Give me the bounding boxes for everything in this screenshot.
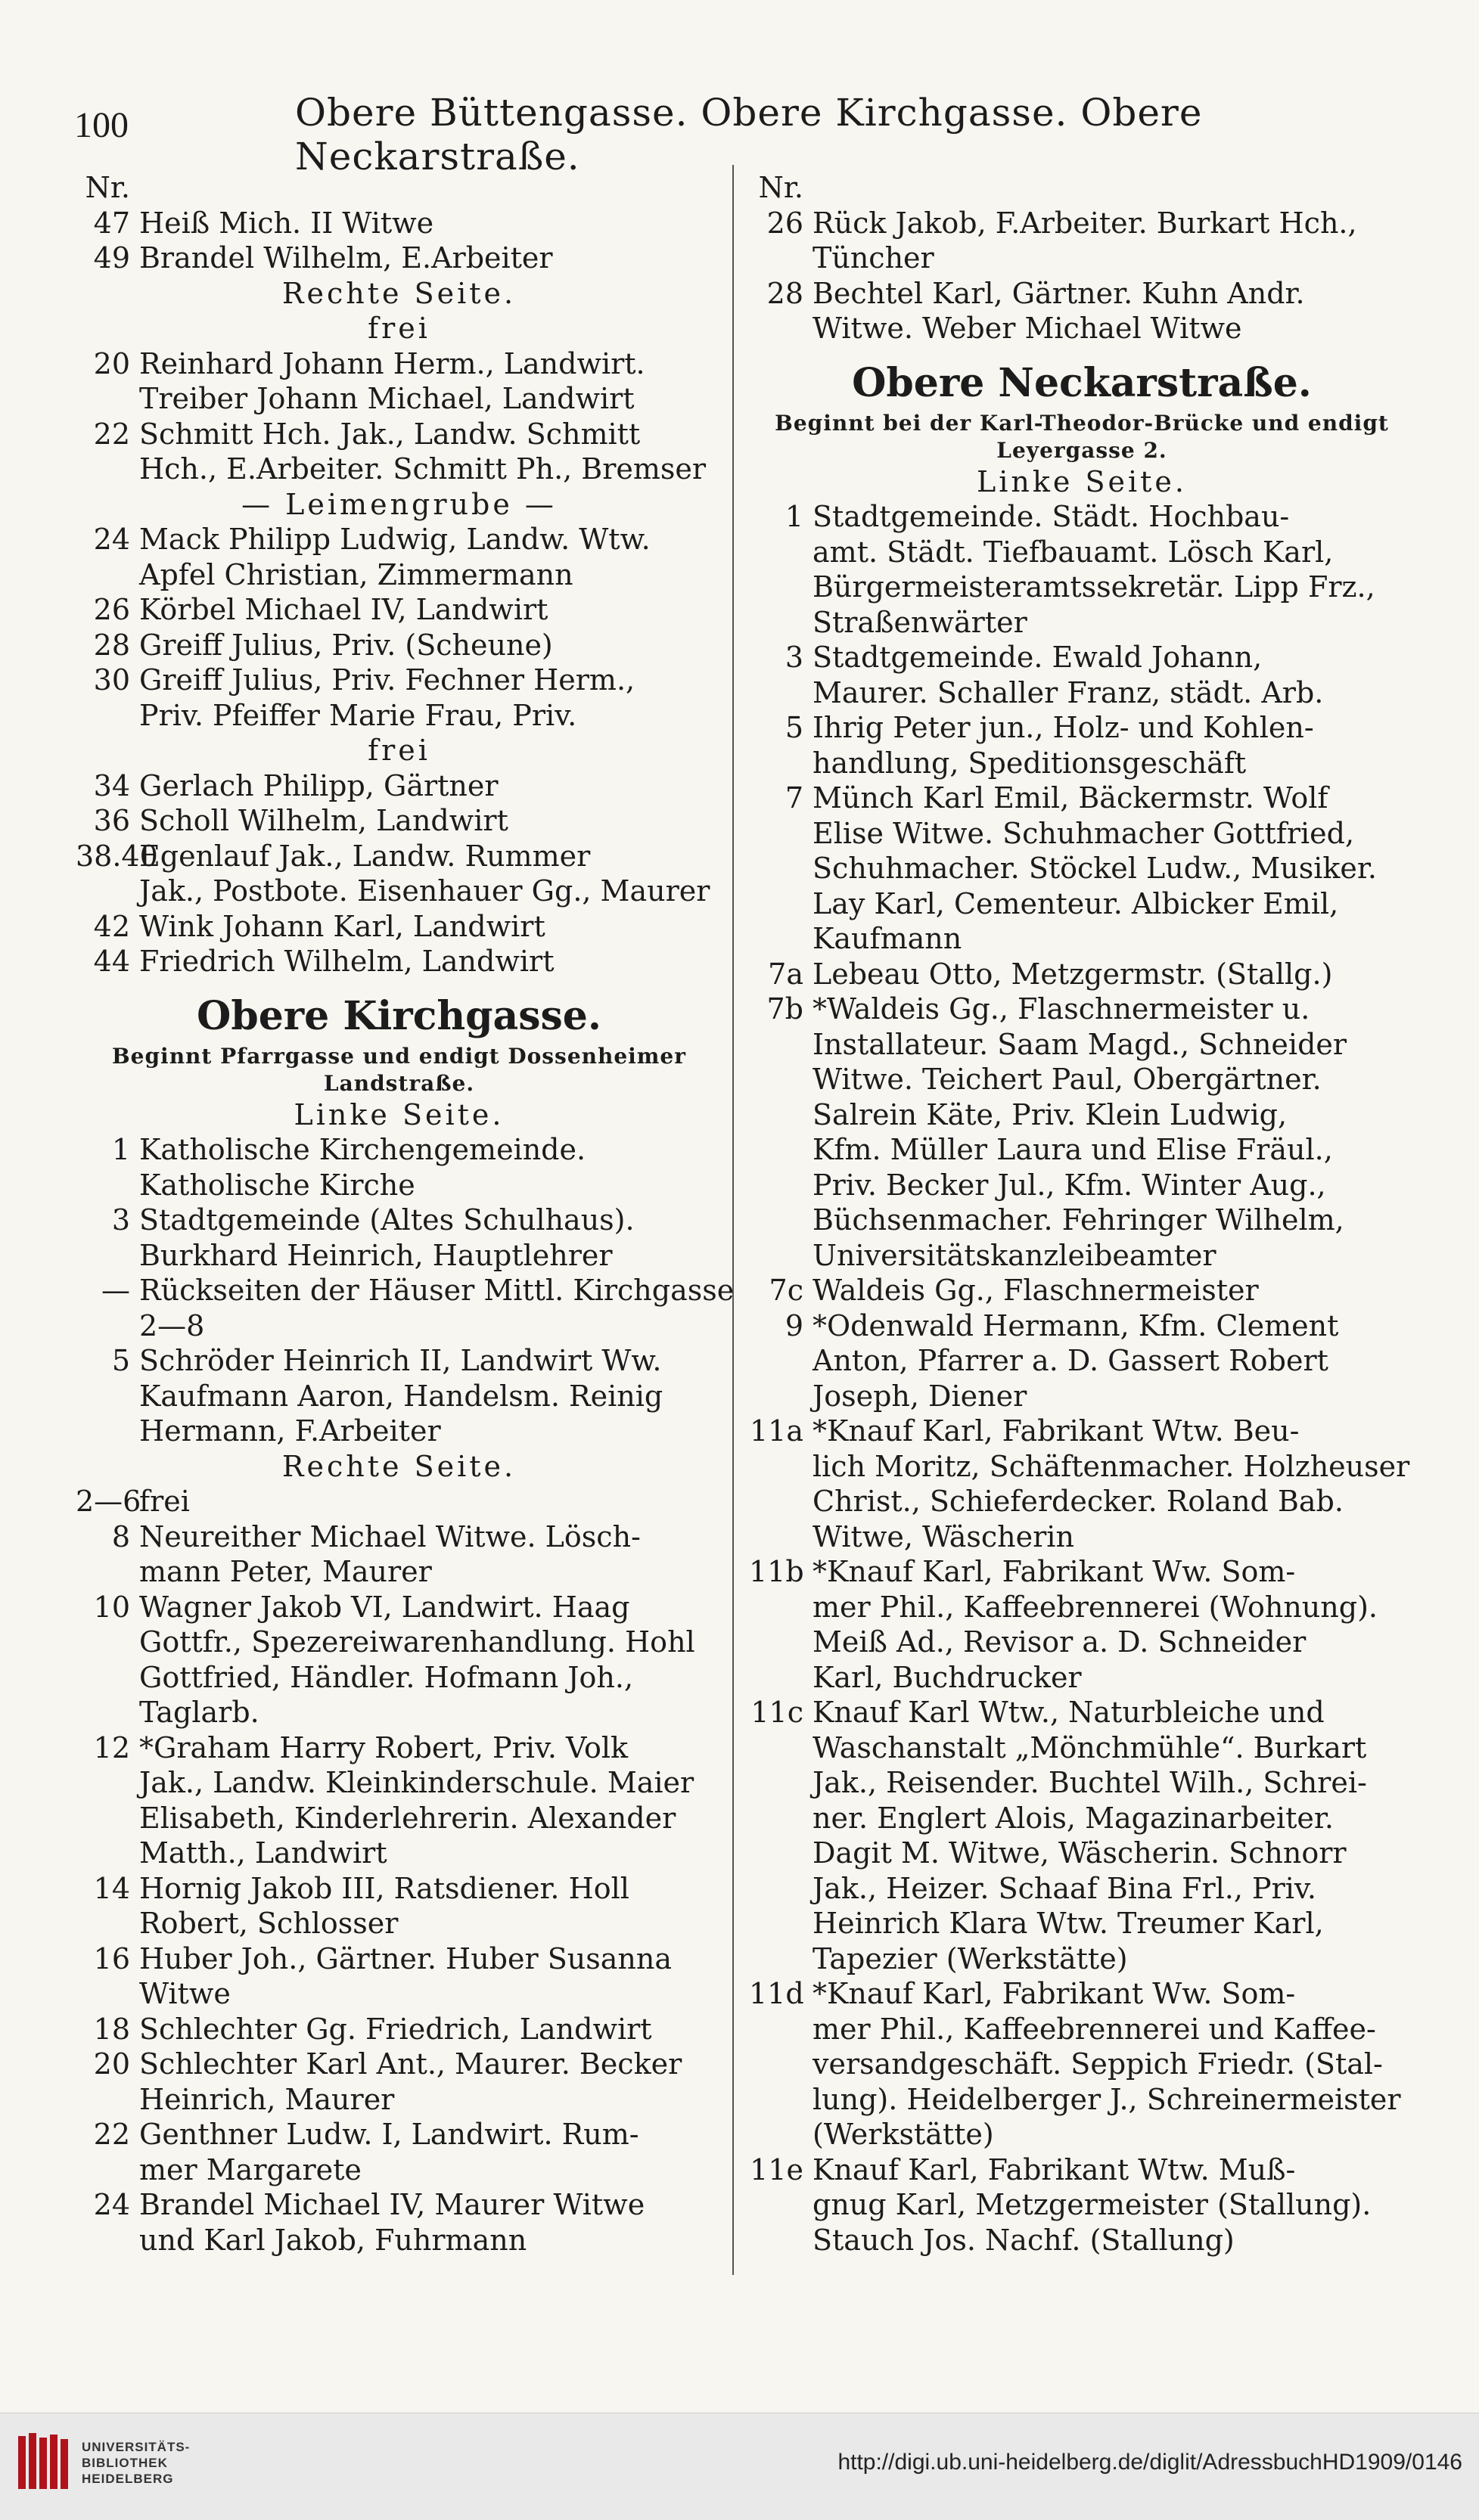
directory-entry: [749, 1871, 1415, 1907]
directory-entry: [76, 1871, 722, 1907]
directory-entry: [76, 346, 722, 382]
side-heading: Linke Seite.: [977, 464, 1187, 498]
directory-entry: [76, 1906, 722, 1941]
entry-text: gnug Karl, Metzgermeister (Stallung).: [813, 2188, 1372, 2221]
directory-entry: [749, 1414, 1415, 1449]
entry-text: lich Moritz, Schäftenmacher. Holzheuser: [813, 1449, 1410, 1483]
directory-entry: [749, 1554, 1415, 1590]
directory-entry: [76, 2152, 722, 2188]
directory-entry: [76, 1695, 722, 1730]
entry-text: Scholl Wilhelm, Landwirt: [139, 804, 508, 837]
right-column: [749, 170, 1415, 2258]
entry-text: Kaufmann Aaron, Handelsm. Reinig: [139, 1379, 663, 1413]
directory-entry: [749, 2117, 1415, 2152]
entry-text: Installateur. Saam Magd., Schneider: [813, 1027, 1347, 1061]
entry-text: Apfel Christian, Zimmermann: [139, 557, 573, 591]
entry-text: Jak., Postbote. Eisenhauer Gg., Maurer: [139, 874, 710, 908]
entry-text: *Waldeis Gg., Flaschnermeister u.: [813, 992, 1310, 1026]
entry-text: Elisabeth, Kinderlehrerin. Alexander: [139, 1801, 676, 1835]
column-divider: [732, 165, 734, 2275]
section-note: Landstraße.: [323, 1070, 475, 1096]
directory-entry: [76, 2223, 722, 2258]
entry-text: *Knauf Karl, Fabrikant Ww. Som-: [813, 1555, 1296, 1588]
section-note: Beginnt Pfarrgasse und endigt Dossenheimer: [112, 1043, 686, 1069]
directory-entry: [749, 535, 1415, 570]
directory-entry: [749, 851, 1415, 886]
entry-text: Greiff Julius, Priv. Fechner Herm.,: [139, 663, 635, 697]
house-number: 42: [93, 909, 130, 943]
directory-entry: [76, 1168, 722, 1203]
house-number: 44: [93, 945, 130, 978]
entry-text: Salrein Käte, Priv. Klein Ludwig,: [813, 1097, 1288, 1131]
directory-entry: [749, 1836, 1415, 1871]
directory-entry: [76, 803, 722, 839]
entry-text: Wagner Jakob VI, Landwirt. Haag: [139, 1590, 630, 1624]
directory-entry: [76, 206, 722, 241]
house-number: 26: [93, 593, 130, 626]
entry-text: Hch., E.Arbeiter. Schmitt Ph., Bremser: [139, 452, 707, 486]
side-heading: Rechte Seite.: [281, 276, 517, 310]
house-number: 3: [785, 641, 803, 674]
entry-text: mann Peter, Maurer: [139, 1555, 432, 1588]
house-number: 11b: [749, 1555, 804, 1588]
entry-text: Karl, Buchdrucker: [813, 1660, 1082, 1694]
entry-text: 2—8: [139, 1308, 205, 1342]
entry-text: Körbel Michael IV, Landwirt: [139, 593, 548, 626]
entry-text: Bürgermeisteramtssekretär. Lipp Frz.,: [813, 570, 1375, 604]
house-number: 1: [785, 500, 803, 533]
entry-text: Gottfried, Händler. Hofmann Joh.,: [139, 1660, 634, 1694]
directory-entry: [76, 1625, 722, 1660]
house-number: 3: [111, 1203, 130, 1237]
entry-text: Treiber Johann Michael, Landwirt: [139, 382, 635, 415]
entry-text: Waldeis Gg., Flaschnermeister: [813, 1274, 1259, 1307]
house-number: 28: [93, 628, 130, 662]
directory-entry: [76, 241, 722, 276]
entry-text: versandgeschäft. Seppich Friedr. (Stal-: [813, 2047, 1383, 2081]
directory-entry: [749, 1062, 1415, 1097]
directory-entry: [76, 839, 722, 874]
directory-entry: [76, 381, 722, 417]
directory-entry: [76, 2012, 722, 2047]
entry-text: Jak., Landw. Kleinkinderschule. Maier: [139, 1766, 694, 1799]
entry-text: Witwe. Weber Michael Witwe: [813, 312, 1242, 345]
entry-text: Tüncher: [813, 241, 934, 275]
directory-entry: [76, 663, 722, 698]
entry-text: mer Phil., Kaffeebrennerei (Wohnung).: [813, 1590, 1378, 1624]
directory-entry: [749, 1379, 1415, 1414]
house-number: 11c: [750, 1696, 803, 1729]
entry-text: Robert, Schlosser: [139, 1907, 399, 1940]
source-url-link[interactable]: http://digi.ub.uni-heidelberg.de/diglit/AdressbuchHD1909/0146: [837, 2450, 1462, 2475]
directory-entry: [749, 2047, 1415, 2082]
entry-text: Meiß Ad., Revisor a. D. Schneider: [813, 1625, 1307, 1659]
house-number: 20: [93, 2047, 130, 2081]
directory-entry: [76, 628, 722, 663]
directory-entry: [749, 2223, 1415, 2258]
entry-text: Stadtgemeinde (Altes Schulhaus).: [139, 1203, 635, 1237]
house-number: 9: [785, 1308, 803, 1342]
directory-entry: [749, 2082, 1415, 2118]
entry-text: Priv. Becker Jul., Kfm. Winter Aug.,: [813, 1168, 1326, 1202]
house-number: 34: [93, 768, 130, 802]
entry-text: Kfm. Müller Laura und Elise Fräul.,: [813, 1133, 1333, 1166]
entry-text: Kaufmann: [813, 922, 962, 955]
entry-text: Lebeau Otto, Metzgermstr. (Stallg.): [813, 957, 1333, 991]
entry-text: Dagit M. Witwe, Wäscherin. Schnorr: [813, 1836, 1347, 1870]
house-number: 5: [785, 711, 803, 744]
entry-text: Büchsenmacher. Fehringer Wilhelm,: [813, 1203, 1344, 1237]
directory-entry: [76, 1730, 722, 1766]
entry-text: *Knauf Karl, Fabrikant Ww. Som-: [813, 1977, 1296, 2010]
library-logo-text: [82, 2439, 190, 2487]
directory-entry: [76, 768, 722, 804]
entry-text: Stadtgemeinde. Städt. Hochbau-: [813, 500, 1290, 533]
directory-entry: [749, 957, 1415, 992]
house-number: 24: [93, 523, 130, 556]
section-title: Obere Neckarstraße.: [852, 359, 1312, 406]
directory-entry: [749, 1519, 1415, 1555]
directory-entry: [749, 1695, 1415, 1730]
directory-entry: [749, 1660, 1415, 1696]
directory-entry: [76, 1519, 722, 1555]
entry-text: Wink Johann Karl, Landwirt: [139, 909, 545, 943]
entry-text: Priv. Pfeiffer Marie Frau, Priv.: [139, 698, 577, 732]
directory-entry: [76, 1765, 722, 1801]
directory-entry: [749, 499, 1415, 535]
house-number: 11a: [749, 1414, 803, 1448]
entry-text: handlung, Speditionsgeschäft: [813, 746, 1247, 780]
left-column: [76, 170, 735, 2258]
directory-entry: [749, 816, 1415, 852]
house-number: —: [101, 1274, 130, 1307]
directory-entry: [749, 1765, 1415, 1801]
directory-entry: [76, 1590, 722, 1625]
section-title: Obere Kirchgasse.: [197, 992, 601, 1039]
entry-text: Christ., Schieferdecker. Roland Bab.: [813, 1485, 1344, 1518]
entry-text: Schlechter Karl Ant., Maurer. Becker: [139, 2047, 682, 2081]
logo-line-3: HEIDELBERG: [82, 2472, 174, 2486]
house-number: 36: [93, 804, 130, 837]
directory-entry: [76, 874, 722, 909]
directory-entry: [76, 452, 722, 487]
directory-entry: [76, 1484, 722, 1519]
entry-text: mer Margarete: [139, 2152, 362, 2186]
directory-entry: [76, 1554, 722, 1590]
directory-entry: [76, 1836, 722, 1871]
entry-text: Friedrich Wilhelm, Landwirt: [139, 945, 555, 978]
house-number: 7: [785, 781, 803, 815]
directory-entry: [76, 2117, 722, 2152]
entry-text: ner. Englert Alois, Magazinarbeiter.: [813, 1801, 1334, 1835]
entry-text: und Karl Jakob, Fuhrmann: [139, 2223, 527, 2257]
directory-entry: [749, 2012, 1415, 2047]
section-note: Leyergasse 2.: [996, 437, 1167, 463]
house-number: 20: [93, 346, 130, 380]
entry-text: Knauf Karl, Fabrikant Wtw. Muß-: [813, 2152, 1296, 2186]
directory-entry: [76, 1976, 722, 2012]
directory-entry: [749, 1484, 1415, 1519]
directory-entry: [749, 1203, 1415, 1238]
directory-entry: [76, 1801, 722, 1836]
house-number: 49: [93, 241, 130, 275]
directory-entry: [749, 2152, 1415, 2188]
directory-entry: [749, 886, 1415, 922]
directory-entry: [76, 1238, 722, 1274]
entry-text: Joseph, Diener: [813, 1379, 1027, 1413]
entry-text: Maurer. Schaller Franz, städt. Arb.: [813, 675, 1324, 709]
entry-text: Heiß Mich. II Witwe: [139, 206, 434, 240]
entry-text: *Graham Harry Robert, Priv. Volk: [139, 1730, 628, 1764]
house-number: 30: [93, 663, 130, 697]
entry-text: Brandel Michael IV, Maurer Witwe: [139, 2188, 645, 2221]
house-number: 11e: [750, 2152, 803, 2186]
directory-entry: [749, 241, 1415, 276]
directory-entry: [76, 1343, 722, 1379]
directory-entry: [749, 2187, 1415, 2223]
directory-entry: [749, 569, 1415, 605]
entry-text: Burkhard Heinrich, Hauptlehrer: [139, 1238, 613, 1272]
directory-entry: [76, 417, 722, 452]
directory-entry: [749, 675, 1415, 711]
directory-entry: [749, 311, 1415, 346]
house-number: 18: [93, 2012, 130, 2046]
entry-text: Schröder Heinrich II, Landwirt Ww.: [139, 1344, 662, 1377]
directory-entry: [76, 1941, 722, 1977]
directory-entry: [749, 1097, 1415, 1133]
entry-text: amt. Städt. Tiefbauamt. Lösch Karl,: [813, 535, 1334, 569]
running-head: Obere Büttengasse. Obere Kirchgasse. Obere Neckarstraße.: [295, 91, 1203, 178]
logo-line-1: UNIVERSITÄTS-: [82, 2440, 191, 2454]
entry-text: Waschanstalt „Mönchmühle“. Burkart: [813, 1730, 1367, 1764]
directory-entry: [749, 605, 1415, 641]
directory-entry: [76, 1414, 722, 1449]
directory-entry: [749, 992, 1415, 1027]
entry-text: Schmitt Hch. Jak., Landw. Schmitt: [139, 417, 641, 451]
entry-text: Tapezier (Werkstätte): [813, 1941, 1128, 1975]
house-number: 26: [766, 206, 803, 240]
directory-entry: [76, 557, 722, 593]
entry-text: Stauch Jos. Nachf. (Stallung): [813, 2223, 1235, 2257]
entry-text: Witwe. Teichert Paul, Obergärtner.: [813, 1063, 1322, 1096]
entry-text: Katholische Kirchengemeinde.: [139, 1133, 586, 1166]
entry-text: Jak., Heizer. Schaaf Bina Frl., Priv.: [813, 1871, 1316, 1905]
entry-text: Münch Karl Emil, Bäckermstr. Wolf: [813, 781, 1328, 815]
directory-entry: [749, 1941, 1415, 1977]
entry-text: frei: [139, 1485, 190, 1518]
house-number: 8: [111, 1519, 130, 1553]
entry-text: Gottfr., Spezereiwarenhandlung. Hohl: [139, 1625, 695, 1659]
entry-text: Greiff Julius, Priv. (Scheune): [139, 628, 553, 662]
directory-entry: [76, 522, 722, 557]
entry-text: Gerlach Philipp, Gärtner: [139, 768, 499, 802]
house-number: Nr.: [85, 171, 130, 204]
directory-entry: [749, 710, 1415, 746]
entry-text: Jak., Reisender. Buchtel Wilh., Schrei-: [813, 1766, 1367, 1799]
entry-text: *Odenwald Hermann, Kfm. Clement: [813, 1308, 1339, 1342]
directory-entry: [76, 1660, 722, 1696]
directory-entry: [749, 1590, 1415, 1625]
entry-text: Elise Witwe. Schuhmacher Gottfried,: [813, 816, 1355, 850]
side-heading: Linke Seite.: [294, 1097, 505, 1131]
entry-text: Witwe: [139, 1977, 231, 2010]
entry-text: Rückseiten der Häuser Mittl. Kirchgasse: [139, 1274, 735, 1307]
entry-text: Egenlauf Jak., Landw. Rummer: [139, 839, 591, 873]
house-number: 16: [93, 1941, 130, 1975]
directory-entry: [76, 1308, 722, 1344]
house-number: 5: [111, 1344, 130, 1377]
directory-entry: [749, 1132, 1415, 1168]
directory-entry: [749, 640, 1415, 675]
house-number: 28: [766, 276, 803, 310]
directory-entry: [749, 1449, 1415, 1485]
house-number: 47: [93, 206, 130, 240]
directory-entry: [749, 206, 1415, 241]
directory-entry: [749, 1168, 1415, 1203]
entry-text: Mack Philipp Ludwig, Landw. Wtw.: [139, 523, 651, 556]
house-number: 12: [93, 1730, 130, 1764]
directory-entry: [76, 592, 722, 628]
side-heading: Rechte Seite.: [281, 1449, 517, 1483]
directory-entry: [749, 1625, 1415, 1660]
entry-text: Genthner Ludw. I, Landwirt. Rum-: [139, 2118, 639, 2151]
entry-text: Taglarb.: [139, 1696, 259, 1729]
directory-entry: [749, 1238, 1415, 1274]
directory-entry: [749, 1273, 1415, 1308]
page-number: 100: [74, 105, 129, 145]
entry-text: Hermann, F.Arbeiter: [139, 1414, 441, 1448]
house-number: Nr.: [758, 171, 803, 204]
entry-text: Rück Jakob, F.Arbeiter. Burkart Hch.,: [813, 206, 1357, 240]
entry-text: Huber Joh., Gärtner. Huber Susanna: [139, 1941, 672, 1975]
entry-text: Anton, Pfarrer a. D. Gassert Robert: [813, 1344, 1328, 1377]
directory-entry: [76, 1203, 722, 1238]
directory-entry: [749, 1343, 1415, 1379]
house-number: 38.40: [76, 839, 158, 873]
entry-text: Universitätskanzleibeamter: [813, 1238, 1216, 1272]
directory-entry: [76, 2187, 722, 2223]
house-number: 22: [93, 2118, 130, 2151]
directory-entry: [749, 1801, 1415, 1836]
entry-text: Lay Karl, Cementeur. Albicker Emil,: [813, 886, 1339, 920]
directory-entry: [76, 944, 722, 979]
house-number: 14: [93, 1871, 130, 1905]
directory-entry: [749, 170, 1415, 206]
entry-text: Witwe, Wäscherin: [813, 1519, 1074, 1553]
entry-text: Ihrig Peter jun., Holz- und Kohlen-: [813, 711, 1314, 744]
house-number: 7b: [766, 992, 803, 1026]
directory-entry: [76, 170, 722, 206]
side-heading: — Leimengrube —: [241, 487, 557, 521]
house-number: 7a: [768, 957, 803, 991]
entry-text: Brandel Wilhelm, E.Arbeiter: [139, 241, 553, 275]
directory-entry: [749, 1308, 1415, 1344]
directory-entry: [749, 921, 1415, 957]
entry-text: Straßenwärter: [813, 605, 1027, 639]
directory-entry: [76, 909, 722, 945]
directory-entry: [76, 698, 722, 734]
section-note: Beginnt bei der Karl-Theodor-Brücke und endigt: [775, 410, 1389, 436]
house-number: 24: [93, 2188, 130, 2221]
directory-entry: [749, 781, 1415, 816]
directory-entry: [749, 276, 1415, 312]
directory-entry: [76, 1132, 722, 1168]
entry-text: (Werkstätte): [813, 2118, 994, 2151]
entry-text: mer Phil., Kaffeebrennerei und Kaffee-: [813, 2012, 1376, 2046]
directory-entry: [76, 1379, 722, 1414]
logo-line-2: BIBLIOTHEK: [82, 2456, 168, 2470]
directory-entry: [749, 1976, 1415, 2012]
entry-text: Neureither Michael Witwe. Lösch-: [139, 1519, 641, 1553]
entry-text: Reinhard Johann Herm., Landwirt.: [139, 346, 645, 380]
footer-bar: [0, 2413, 1479, 2520]
house-number: 7c: [769, 1274, 803, 1307]
university-library-logo-icon: [17, 2432, 70, 2492]
side-heading: frei: [368, 734, 430, 767]
house-number: 22: [93, 417, 130, 451]
directory-entry: [76, 1273, 735, 1308]
directory-entry: [749, 1027, 1415, 1063]
directory-entry: [749, 1906, 1415, 1941]
directory-entry: [76, 2082, 722, 2118]
directory-entry: [749, 746, 1415, 781]
entry-text: Knauf Karl Wtw., Naturbleiche und: [813, 1696, 1325, 1729]
house-number: 11d: [749, 1977, 804, 2010]
entry-text: Matth., Landwirt: [139, 1836, 387, 1870]
entry-text: Katholische Kirche: [139, 1168, 415, 1202]
entry-text: Hornig Jakob III, Ratsdiener. Holl: [139, 1871, 629, 1905]
entry-text: Schuhmacher. Stöckel Ludw., Musiker.: [813, 852, 1377, 885]
entry-text: Stadtgemeinde. Ewald Johann,: [813, 641, 1263, 674]
house-number: 1: [111, 1133, 130, 1166]
entry-text: Bechtel Karl, Gärtner. Kuhn Andr.: [813, 276, 1305, 310]
house-number: 10: [93, 1590, 130, 1624]
house-number: 2—6: [76, 1485, 141, 1518]
directory-entry: [76, 2047, 722, 2082]
entry-text: Heinrich Klara Wtw. Treumer Karl,: [813, 1907, 1324, 1940]
entry-text: Schlechter Gg. Friedrich, Landwirt: [139, 2012, 652, 2046]
entry-text: *Knauf Karl, Fabrikant Wtw. Beu-: [813, 1414, 1300, 1448]
entry-text: lung). Heidelberger J., Schreinermeister: [813, 2082, 1401, 2116]
side-heading: frei: [368, 312, 430, 345]
directory-entry: [749, 1730, 1415, 1766]
entry-text: Heinrich, Maurer: [139, 2082, 395, 2116]
